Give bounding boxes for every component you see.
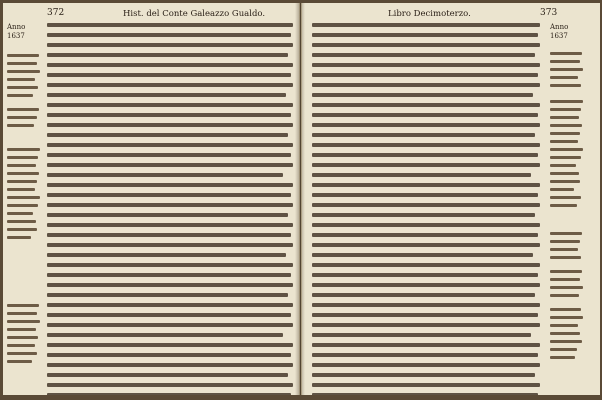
left-page-number: 372	[47, 8, 65, 18]
right-margin-note	[550, 265, 584, 302]
left-running-head: Hist. del Conte Galeazzo Gualdo.	[123, 9, 266, 19]
left-margin-note	[7, 299, 41, 368]
right-year-value: 1637	[550, 32, 568, 40]
right-margin-note	[550, 95, 584, 212]
right-body-text	[312, 23, 540, 395]
book-gutter	[295, 3, 305, 395]
left-page	[3, 3, 300, 395]
left-year-word: Anno	[7, 23, 26, 31]
left-margin-note	[7, 103, 41, 132]
right-year-word: Anno	[550, 23, 569, 31]
right-margin-note	[550, 47, 584, 92]
right-margin-note	[550, 303, 584, 364]
right-margin-note	[550, 227, 584, 264]
left-margin-note	[7, 143, 41, 244]
left-margin-note	[7, 49, 41, 102]
left-body-text	[47, 23, 293, 395]
left-year-value: 1637	[7, 32, 25, 40]
left-year-marker	[7, 23, 25, 41]
right-page-number: 373	[540, 8, 558, 18]
right-year-marker	[550, 23, 568, 41]
right-page	[301, 3, 600, 395]
right-running-head: Libro Decimoterzo.	[388, 9, 471, 19]
